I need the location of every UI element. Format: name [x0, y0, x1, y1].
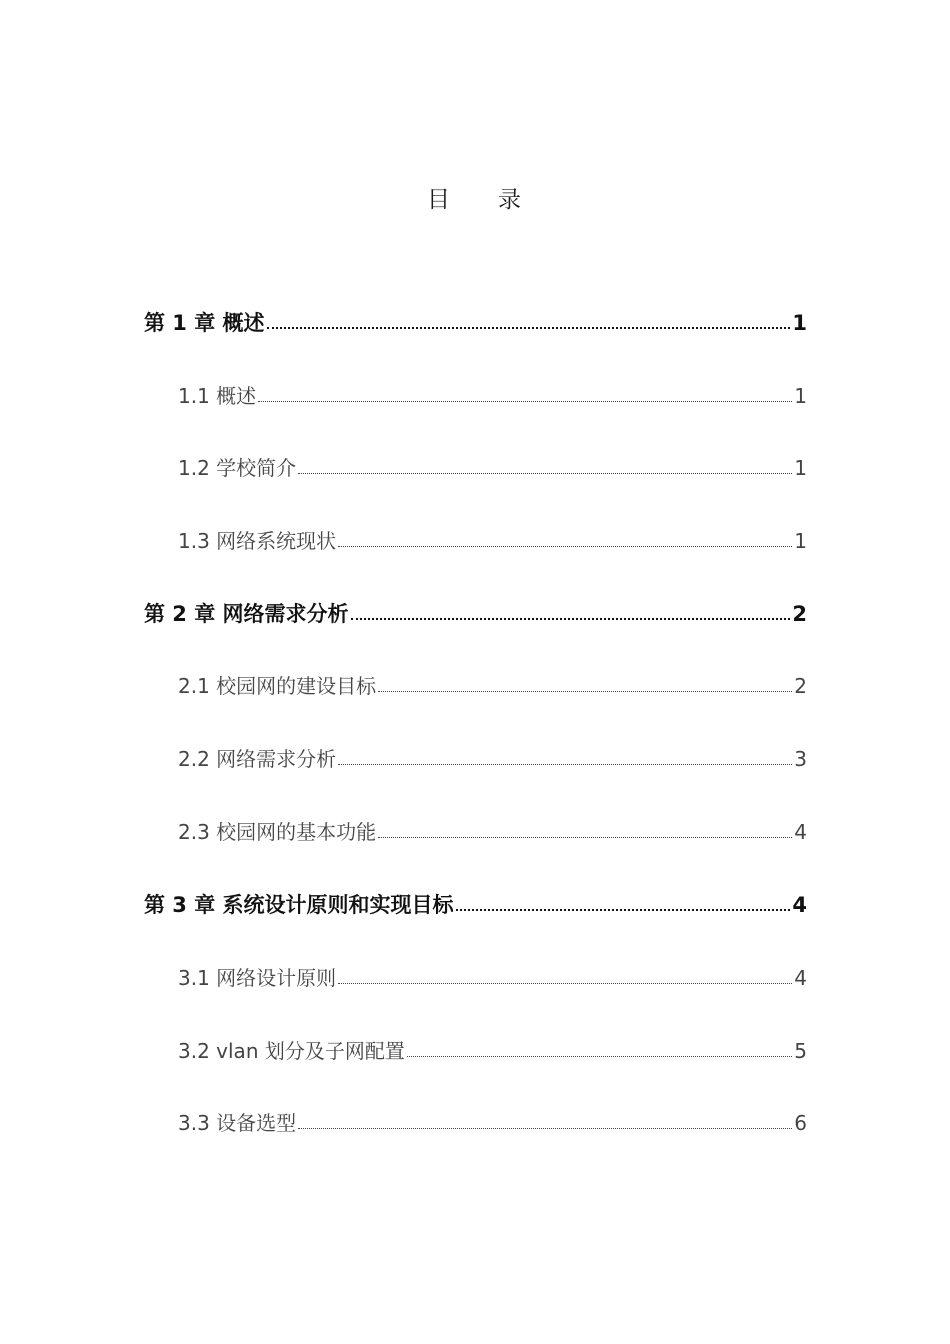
toc-entry-chapter-2[interactable] [144, 598, 807, 630]
toc-dot-leader [338, 528, 792, 548]
toc-title [0, 184, 950, 216]
toc-entry-chapter-3[interactable] [144, 889, 807, 921]
toc-dot-leader [338, 746, 792, 766]
toc-entry-section-1-2[interactable] [178, 452, 807, 484]
toc-entry-page: 1 [794, 384, 807, 408]
toc-entry-page: 6 [794, 1111, 807, 1135]
toc-dot-leader [407, 1038, 792, 1058]
toc-entry-section-2-3[interactable] [178, 816, 807, 848]
toc-entry-section-1-3[interactable] [178, 525, 807, 557]
toc-dot-leader [258, 383, 792, 403]
toc-dot-leader [298, 455, 792, 475]
toc-entry-chapter-1[interactable] [144, 307, 807, 339]
toc-entry-section-2-2[interactable] [178, 743, 807, 775]
toc-entry-label: 3.1 网络设计原则 [178, 966, 337, 990]
toc-entry-label: 2.1 校园网的建设目标 [178, 674, 377, 698]
toc-entry-label: 第 2 章 网络需求分析 [144, 602, 349, 626]
toc-entry-label: 3.3 设备选型 [178, 1111, 297, 1135]
toc-dot-leader [456, 891, 791, 912]
toc-dot-leader [338, 965, 792, 985]
toc-entry-label: 1.2 学校简介 [178, 456, 297, 480]
toc-entry-label: 1.1 概述 [178, 384, 257, 408]
toc-entry-label: 3.2 vlan 划分及子网配置 [178, 1039, 405, 1063]
toc-dot-leader [351, 600, 791, 621]
toc-entry-section-2-1[interactable] [178, 670, 807, 702]
toc-entry-page: 1 [794, 529, 807, 553]
toc-entry-section-3-1[interactable] [178, 962, 807, 994]
toc-entry-label: 第 1 章 概述 [144, 311, 265, 335]
toc-entry-label: 2.2 网络需求分析 [178, 747, 337, 771]
toc-entry-section-3-2[interactable] [178, 1035, 807, 1067]
toc-entry-page: 4 [792, 893, 807, 917]
toc-entry-section-1-1[interactable] [178, 380, 807, 412]
toc-entry-page: 3 [794, 747, 807, 771]
toc-entry-section-3-3[interactable] [178, 1107, 807, 1139]
toc-entry-page: 2 [792, 602, 807, 626]
toc-entry-label: 1.3 网络系统现状 [178, 529, 337, 553]
toc-dot-leader [378, 673, 792, 693]
toc-title-char: 录 [498, 187, 523, 213]
toc-entry-label: 2.3 校园网的基本功能 [178, 820, 377, 844]
toc-dot-leader [267, 309, 791, 330]
toc-entry-page: 2 [794, 674, 807, 698]
toc-title-char: 目 [427, 187, 452, 213]
toc-entry-page: 4 [794, 820, 807, 844]
toc-entry-page: 1 [792, 311, 807, 335]
toc-entry-page: 1 [794, 456, 807, 480]
toc-entry-page: 4 [794, 966, 807, 990]
toc-entry-page: 5 [794, 1039, 807, 1063]
toc-dot-leader [298, 1110, 792, 1130]
toc-entry-label: 第 3 章 系统设计原则和实现目标 [144, 893, 454, 917]
toc-dot-leader [378, 819, 792, 839]
